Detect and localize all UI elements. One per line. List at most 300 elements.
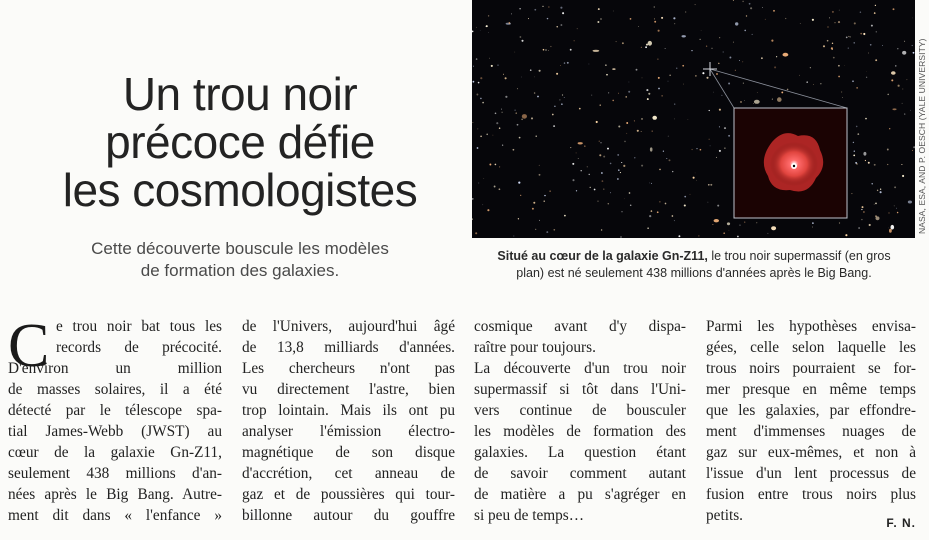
star [876, 216, 880, 220]
star [652, 130, 653, 131]
title-line: précoce défie [105, 116, 375, 168]
text-line: ment d'immenses nuages de [706, 423, 916, 440]
star [771, 40, 773, 42]
star [695, 4, 696, 5]
star [496, 122, 498, 124]
star [710, 184, 712, 186]
star [530, 69, 532, 71]
star [647, 98, 649, 100]
star [781, 91, 783, 93]
star [866, 71, 867, 72]
star [532, 208, 534, 210]
star [626, 133, 627, 134]
article-column-3 [474, 316, 686, 536]
star [539, 220, 540, 221]
star [813, 84, 814, 85]
star [477, 147, 479, 149]
star [623, 165, 625, 167]
star [487, 209, 489, 211]
star [661, 17, 663, 19]
star [576, 190, 577, 191]
star [812, 227, 813, 228]
star [850, 36, 851, 37]
text-line: galaxies. La question étant [474, 444, 686, 461]
star [756, 222, 757, 223]
star [598, 8, 600, 10]
star [875, 203, 877, 205]
star [493, 135, 494, 136]
text-line: ment dit dans « l'enfance » [8, 507, 222, 524]
star [488, 32, 489, 33]
subtitle-line: Cette découverte bouscule les modèles [91, 239, 389, 258]
star [539, 165, 540, 166]
star [727, 222, 730, 225]
text-line: magnétique de son disque [242, 444, 455, 461]
star [743, 83, 744, 84]
star [658, 77, 660, 79]
star [762, 7, 763, 8]
target-marker [703, 62, 717, 76]
star [863, 211, 865, 213]
star [576, 152, 577, 153]
star [533, 202, 535, 204]
star [672, 171, 673, 172]
star [556, 26, 557, 27]
star [562, 94, 563, 95]
text-line: trop lointain. Mais ils ont pu [242, 402, 455, 419]
star [774, 66, 776, 68]
star [861, 219, 862, 220]
star [589, 64, 590, 65]
star [517, 124, 519, 126]
star [854, 22, 856, 24]
star [521, 40, 523, 42]
star [902, 103, 903, 104]
star [597, 21, 599, 23]
star [700, 149, 702, 151]
star [536, 136, 537, 137]
star [608, 203, 609, 204]
star [812, 19, 814, 21]
star [589, 174, 590, 175]
star [827, 26, 828, 27]
text-line: supermassif si tôt dans l'Uni- [474, 381, 686, 398]
star [892, 108, 896, 110]
star [669, 159, 671, 161]
star [783, 53, 789, 57]
star [550, 46, 551, 47]
star [695, 173, 696, 174]
star [754, 100, 760, 104]
article-column-4 [706, 316, 916, 536]
star [641, 118, 643, 120]
star [785, 18, 786, 19]
star [910, 110, 911, 111]
star [851, 193, 852, 194]
star [596, 121, 598, 123]
star [503, 74, 504, 75]
deep-field-photo [472, 0, 915, 238]
star [480, 30, 481, 31]
text-line: d'accrétion, cet anneau de [242, 465, 455, 482]
star [904, 41, 905, 42]
star [712, 48, 713, 49]
star [591, 95, 592, 96]
star [887, 94, 889, 96]
star [665, 48, 666, 49]
star [514, 236, 515, 237]
star [749, 3, 751, 5]
star [838, 21, 840, 23]
star [668, 81, 669, 82]
star [744, 221, 745, 222]
star [515, 52, 516, 53]
star [832, 43, 833, 44]
star [495, 164, 497, 166]
star [870, 44, 872, 46]
star [871, 183, 872, 184]
star [854, 42, 855, 43]
star [856, 87, 857, 88]
star [894, 206, 895, 207]
star [477, 128, 478, 129]
star [877, 190, 878, 191]
star [657, 211, 659, 213]
star [610, 192, 611, 193]
text-line: cosmique avant d'y dispa- [474, 318, 686, 335]
star [603, 188, 604, 189]
star [742, 1, 744, 3]
star [810, 67, 811, 68]
star [696, 180, 697, 181]
text-line: de savoir comment autant [474, 465, 686, 482]
text-line: gaz et de poussières qui tour- [242, 486, 455, 503]
star [497, 64, 498, 65]
star [621, 162, 622, 163]
star [570, 147, 571, 148]
star [657, 58, 658, 59]
star [519, 8, 520, 9]
star [489, 164, 491, 166]
star [806, 81, 808, 83]
star [839, 222, 840, 223]
star [733, 42, 734, 43]
star [528, 18, 529, 19]
star [897, 48, 898, 49]
star [719, 126, 720, 127]
star [645, 46, 647, 48]
star [601, 172, 603, 174]
star [618, 93, 619, 94]
star [572, 163, 574, 165]
star [719, 109, 721, 111]
star [505, 77, 507, 79]
star [718, 63, 720, 65]
article-title [20, 70, 460, 214]
star [839, 10, 840, 11]
star [750, 7, 752, 9]
text-line: D'environ un million [8, 360, 222, 377]
photo-caption [474, 248, 914, 282]
star [649, 215, 651, 217]
text-line: gées, celle selon laquelle les [706, 339, 916, 356]
star [709, 110, 710, 111]
star [546, 231, 548, 233]
star [594, 189, 596, 191]
star [600, 18, 602, 20]
star [542, 6, 543, 7]
star [593, 50, 600, 52]
star [708, 202, 709, 203]
star [902, 51, 906, 55]
star [889, 128, 890, 129]
star [658, 30, 660, 32]
star [602, 180, 604, 182]
star [560, 24, 562, 26]
text-line: fusion entre trous noirs plus [706, 486, 916, 503]
star [702, 72, 704, 74]
star [612, 68, 615, 70]
star [472, 198, 474, 200]
star [696, 148, 697, 149]
star [472, 31, 473, 33]
text-line: trous noirs pourraient se for- [706, 360, 916, 377]
star [685, 11, 686, 12]
star [544, 195, 545, 196]
star [868, 53, 869, 54]
star [893, 8, 895, 10]
star [473, 81, 475, 83]
star [853, 142, 854, 143]
star [863, 33, 865, 35]
star [641, 165, 643, 167]
star [902, 89, 903, 90]
star [599, 154, 601, 156]
star [882, 45, 883, 46]
caption-text: plan) est né seulement 438 millions d'années après le Big Bang. [516, 266, 872, 280]
star [620, 236, 621, 237]
star [647, 228, 648, 229]
text-line: de masses solaires, il a été [8, 381, 222, 398]
star [648, 93, 650, 95]
photo-credit: NASA, ESA, AND P. OESCH (YALE UNIVERSITY) [917, 38, 927, 234]
star [856, 163, 857, 164]
star [547, 18, 548, 19]
text-line: cœur de la galaxie Gn-Z11, [8, 444, 222, 461]
star [553, 229, 555, 231]
star [511, 13, 512, 14]
star [637, 130, 639, 132]
star [543, 49, 545, 51]
star [706, 77, 708, 79]
star [729, 57, 731, 59]
star [668, 136, 669, 137]
star [875, 5, 876, 6]
star [800, 23, 801, 24]
article-column-2 [242, 316, 455, 536]
star [584, 145, 586, 147]
star [629, 192, 631, 194]
star [539, 174, 541, 176]
star [658, 88, 660, 90]
star [486, 134, 488, 136]
star [716, 73, 718, 75]
star [509, 22, 511, 24]
star [630, 18, 632, 20]
star [499, 127, 501, 129]
star [724, 147, 725, 148]
author-signature: F. N. [886, 516, 916, 530]
starfield-image [472, 0, 915, 238]
star [709, 139, 710, 140]
star [642, 78, 643, 79]
star [646, 89, 648, 91]
text-line: billonne autour du gouffre [242, 507, 455, 524]
star [641, 47, 642, 48]
star [564, 62, 565, 63]
star [857, 133, 859, 135]
star [862, 206, 864, 208]
star [612, 100, 614, 102]
star [476, 94, 478, 96]
star [710, 145, 711, 146]
star [599, 141, 600, 142]
star [539, 70, 541, 72]
star [553, 125, 555, 127]
star [838, 76, 840, 78]
star [767, 233, 768, 234]
star [484, 178, 485, 179]
text-line: La découverte d'un trou noir [474, 360, 686, 377]
star [739, 60, 740, 61]
star [672, 215, 674, 217]
caption-bold: Situé au cœur de la galaxie Gn-Z11, [497, 249, 708, 263]
star [531, 117, 533, 119]
star [693, 177, 695, 179]
star [823, 45, 825, 47]
star [735, 70, 736, 71]
star [866, 77, 867, 78]
star [717, 205, 719, 207]
star [695, 75, 696, 76]
article-column-1 [8, 312, 222, 536]
star [716, 157, 717, 158]
star [613, 11, 614, 12]
star [827, 40, 829, 42]
text-line: raître pour toujours. [474, 339, 596, 356]
star [742, 61, 743, 62]
star [906, 79, 907, 80]
star [606, 74, 608, 76]
star [505, 96, 507, 98]
star [880, 189, 881, 190]
star [846, 37, 848, 39]
star [618, 125, 620, 127]
star [651, 183, 652, 184]
star [832, 11, 834, 13]
star [838, 65, 840, 67]
star [478, 182, 479, 183]
star [853, 155, 855, 157]
star [534, 92, 536, 94]
title-line: les cosmologistes [62, 164, 418, 216]
star [753, 103, 754, 104]
star [880, 191, 882, 193]
star [869, 224, 871, 226]
star [544, 201, 545, 202]
star [777, 97, 782, 102]
star [651, 210, 653, 212]
text-line: Les chercheurs n'ont pas [242, 360, 455, 377]
star [757, 92, 758, 93]
star [535, 229, 536, 230]
star [752, 34, 753, 35]
star [499, 166, 500, 167]
star [848, 36, 849, 37]
star [491, 65, 493, 67]
text-line: si peu de temps… [474, 507, 585, 524]
star [700, 39, 701, 40]
star [712, 224, 713, 225]
star [654, 21, 656, 23]
text-line: petits. [706, 507, 743, 524]
subtitle-line: de formation des galaxies. [140, 261, 340, 280]
star [654, 7, 655, 8]
star [513, 149, 515, 151]
text-line: vers continue de bousculer [474, 402, 686, 419]
star [812, 222, 814, 224]
star [501, 112, 502, 113]
star [682, 35, 686, 37]
star [574, 40, 575, 41]
star [683, 84, 684, 85]
star [561, 103, 563, 105]
star [482, 102, 484, 104]
star [834, 22, 835, 23]
star [912, 18, 913, 19]
star [912, 45, 913, 46]
star [659, 169, 661, 171]
star [521, 77, 522, 78]
star [607, 148, 609, 150]
star [626, 122, 628, 124]
star [564, 97, 565, 98]
star [534, 9, 536, 11]
star [665, 203, 667, 205]
star [572, 179, 574, 181]
star [659, 201, 661, 203]
star [495, 112, 497, 114]
star [537, 96, 539, 98]
star [480, 135, 482, 137]
star [616, 41, 617, 42]
star [761, 57, 763, 59]
star [522, 114, 527, 119]
star [874, 12, 876, 14]
star [499, 188, 501, 190]
star [674, 23, 675, 24]
star [723, 232, 725, 234]
text-line: records de précocité. [56, 339, 222, 356]
star [744, 30, 746, 32]
star [625, 96, 627, 98]
star [829, 17, 830, 18]
star [691, 50, 692, 51]
star [628, 91, 630, 93]
star [728, 83, 730, 85]
star [521, 118, 523, 120]
star [673, 17, 675, 19]
